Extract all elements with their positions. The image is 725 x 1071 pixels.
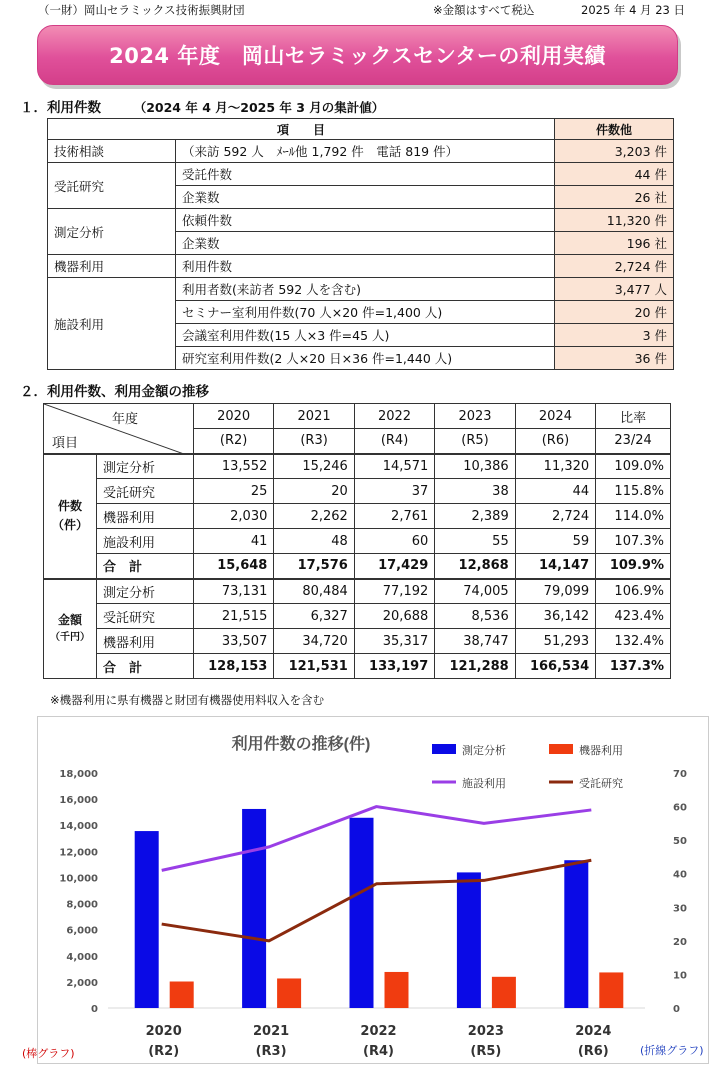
- reiwa-header: (R4): [354, 429, 434, 454]
- table-row: [48, 209, 674, 232]
- cell: 79,099: [515, 579, 595, 604]
- category-label: 受託研究: [48, 163, 176, 209]
- row-value: 3 件: [555, 324, 674, 347]
- line-series-facility: [162, 807, 592, 871]
- amount-group-unit: （千円）: [50, 632, 90, 644]
- cell: 41: [193, 529, 273, 554]
- cell: 38,747: [435, 629, 515, 654]
- line-chart-note: (折線グラフ): [640, 1044, 704, 1057]
- ratio-header: 比率: [596, 404, 671, 429]
- ratio-cell: 114.0%: [596, 504, 671, 529]
- row-value: 20 件: [555, 301, 674, 324]
- cell: 8,536: [435, 604, 515, 629]
- year-header: 2022: [354, 404, 434, 429]
- cell: 17,576: [274, 554, 354, 579]
- y-left-tick-label: 18,000: [59, 769, 98, 780]
- cell: 14,147: [515, 554, 595, 579]
- count-group-title: 件数: [57, 498, 82, 513]
- y-right-tick-label: 50: [673, 836, 687, 848]
- cell: 20: [274, 479, 354, 504]
- cell: 59: [515, 529, 595, 554]
- table-row: [44, 529, 671, 554]
- x-tick-sublabel: (R4): [363, 1044, 394, 1059]
- header-item: 項目: [52, 436, 79, 451]
- ratio-cell: 109.9%: [596, 554, 671, 579]
- cell: 37: [354, 479, 434, 504]
- y-right-tick-label: 70: [673, 769, 687, 780]
- table-row: [48, 163, 674, 186]
- title-banner: [37, 25, 678, 85]
- cell: 17,429: [354, 554, 434, 579]
- cell: 128,153: [193, 654, 273, 679]
- legend-swatch: [549, 744, 573, 754]
- bar-measurement: [242, 809, 266, 1008]
- year-header: 2020: [193, 404, 273, 429]
- row-value: 36 件: [555, 347, 674, 370]
- tax-note: ※金額はすべて税込: [433, 3, 535, 17]
- row-value: 3,203 件: [555, 140, 674, 163]
- bar-measurement: [457, 872, 481, 1008]
- category-label: 施設利用: [48, 278, 176, 370]
- y-left-tick-label: 0: [91, 1004, 98, 1015]
- bar-equipment: [492, 977, 516, 1008]
- total-row: [44, 654, 671, 679]
- bar-measurement: [564, 860, 588, 1008]
- ratio-cell: 137.3%: [596, 654, 671, 679]
- y-left-tick-label: 10,000: [59, 873, 98, 885]
- cell: 14,571: [354, 454, 434, 479]
- bar-equipment: [170, 981, 194, 1008]
- ratio-cell: 115.8%: [596, 479, 671, 504]
- ratio-cell: 107.3%: [596, 529, 671, 554]
- cell: 15,648: [193, 554, 273, 579]
- row-label: 合 計: [97, 554, 194, 579]
- y-left-tick-label: 4,000: [66, 951, 98, 963]
- row-label: 企業数: [176, 232, 555, 255]
- row-label: 受託研究: [97, 604, 194, 629]
- cell: 21,515: [193, 604, 273, 629]
- x-tick-label: 2021: [253, 1024, 290, 1039]
- reiwa-header: (R5): [435, 429, 515, 454]
- ratio-cell: 423.4%: [596, 604, 671, 629]
- y-right-tick-label: 0: [673, 1004, 680, 1015]
- row-label: 企業数: [176, 186, 555, 209]
- line-series-contract: [162, 860, 592, 941]
- cell: 166,534: [515, 654, 595, 679]
- header-item: 項 目: [48, 119, 555, 140]
- table-row: [48, 278, 674, 301]
- bar-equipment: [277, 978, 301, 1008]
- cell: 36,142: [515, 604, 595, 629]
- cell: 20,688: [354, 604, 434, 629]
- category-label: 機器利用: [48, 255, 176, 278]
- cell: 25: [193, 479, 273, 504]
- row-label: 測定分析: [97, 454, 194, 479]
- ratio-cell: 106.9%: [596, 579, 671, 604]
- row-label: 受託件数: [176, 163, 555, 186]
- section2-title: ２．利用件数、利用金額の推移: [20, 384, 209, 400]
- section1-subtitle: （2024 年 4 月～2025 年 3 月の集計値）: [133, 100, 385, 115]
- y-left-tick-label: 16,000: [59, 795, 98, 807]
- table-row: [44, 504, 671, 529]
- row-value: 2,724 件: [555, 255, 674, 278]
- y-left-tick-label: 14,000: [59, 821, 98, 833]
- cell: 48: [274, 529, 354, 554]
- cell: 15,246: [274, 454, 354, 479]
- row-label: 合 計: [97, 654, 194, 679]
- cell: 73,131: [193, 579, 273, 604]
- table-row: [44, 604, 671, 629]
- row-label: 会議室利用件数(15 人×3 件=45 人): [176, 324, 555, 347]
- reiwa-header: (R2): [193, 429, 273, 454]
- section1-heading: [20, 96, 384, 116]
- x-tick-label: 2024: [575, 1024, 612, 1039]
- row-label: 測定分析: [97, 579, 194, 604]
- table-row: [48, 140, 674, 163]
- year-header: 2024: [515, 404, 595, 429]
- cell: 133,197: [354, 654, 434, 679]
- table-row: [44, 579, 671, 604]
- header-year: 年度: [112, 412, 139, 427]
- row-label: 機器利用: [97, 504, 194, 529]
- x-tick-sublabel: (R2): [148, 1044, 180, 1059]
- footnote: ※機器利用に県有機器と財団有機器使用料収入を含む: [50, 693, 325, 707]
- bar-measurement: [350, 818, 374, 1008]
- cell: 13,552: [193, 454, 273, 479]
- year-header: 2021: [274, 404, 354, 429]
- cell: 11,320: [515, 454, 595, 479]
- usage-count-table: [47, 118, 674, 370]
- bar-equipment: [599, 972, 623, 1008]
- row-label: 施設利用: [97, 529, 194, 554]
- usage-trend-chart: [37, 716, 709, 1064]
- page-header: [0, 2, 725, 18]
- table-header-row: [48, 119, 674, 140]
- row-label: 依頼件数: [176, 209, 555, 232]
- category-label: 測定分析: [48, 209, 176, 255]
- section1-title: １．利用件数: [20, 100, 101, 116]
- cell: 33,507: [193, 629, 273, 654]
- reiwa-header: (R3): [274, 429, 354, 454]
- report-date: 2025 年 4 月 23 日: [581, 3, 685, 17]
- count-group-unit: （件）: [51, 518, 88, 532]
- table-row: [44, 454, 671, 479]
- x-tick-label: 2020: [145, 1024, 182, 1039]
- count-group-label: [44, 454, 97, 579]
- row-label: （来訪 592 人 ﾒｰﾙ他 1,792 件 電話 819 件）: [176, 140, 555, 163]
- table-row: [44, 629, 671, 654]
- legend-swatch: [432, 744, 456, 754]
- amount-group-label: [44, 579, 97, 679]
- y-right-tick-label: 20: [673, 936, 687, 948]
- cell: 38: [435, 479, 515, 504]
- y-right-tick-label: 10: [673, 970, 687, 982]
- cell: 34,720: [274, 629, 354, 654]
- cell: 77,192: [354, 579, 434, 604]
- y-right-tick-label: 60: [673, 802, 687, 814]
- table-row: [48, 255, 674, 278]
- cell: 55: [435, 529, 515, 554]
- category-label: 技術相談: [48, 140, 176, 163]
- bar-measurement: [135, 831, 159, 1008]
- chart-title: 利用件数の推移(件): [231, 736, 371, 753]
- x-tick-label: 2022: [360, 1024, 397, 1039]
- cell: 74,005: [435, 579, 515, 604]
- bar-equipment: [385, 972, 409, 1008]
- y-right-tick-label: 30: [673, 903, 687, 915]
- row-label: セミナー室利用件数(70 人×20 件=1,400 人): [176, 301, 555, 324]
- trend-table: [43, 403, 671, 679]
- row-value: 3,477 人: [555, 278, 674, 301]
- row-value: 11,320 件: [555, 209, 674, 232]
- row-label: 利用件数: [176, 255, 555, 278]
- header-count: 件数他: [555, 119, 674, 140]
- y-left-tick-label: 12,000: [59, 847, 98, 859]
- row-label: 研究室利用件数(2 人×20 日×36 件=1,440 人): [176, 347, 555, 370]
- x-tick-sublabel: (R5): [470, 1044, 502, 1059]
- y-right-tick-label: 40: [673, 869, 687, 881]
- table-row: [44, 479, 671, 504]
- legend-label: 施設利用: [462, 777, 506, 790]
- cell: 35,317: [354, 629, 434, 654]
- ratio-subheader: 23/24: [596, 429, 671, 454]
- cell: 121,531: [274, 654, 354, 679]
- row-label: 機器利用: [97, 629, 194, 654]
- bar-chart-note: (棒グラフ): [22, 1047, 75, 1060]
- x-tick-sublabel: (R3): [255, 1044, 287, 1059]
- x-tick-sublabel: (R6): [577, 1044, 609, 1059]
- reiwa-header: (R6): [515, 429, 595, 454]
- corner-header: [44, 404, 194, 454]
- y-left-tick-label: 6,000: [66, 925, 98, 937]
- cell: 2,262: [274, 504, 354, 529]
- row-value: 196 社: [555, 232, 674, 255]
- ratio-cell: 132.4%: [596, 629, 671, 654]
- cell: 2,724: [515, 504, 595, 529]
- row-label: 利用者数(来訪者 592 人を含む): [176, 278, 555, 301]
- organization-name: （一財）岡山セラミックス技術振興財団: [38, 3, 245, 17]
- amount-group-title: 金額: [57, 613, 82, 628]
- x-tick-label: 2023: [467, 1024, 504, 1039]
- cell: 60: [354, 529, 434, 554]
- cell: 2,389: [435, 504, 515, 529]
- cell: 121,288: [435, 654, 515, 679]
- row-label: 受託研究: [97, 479, 194, 504]
- chart-svg: [38, 717, 710, 1065]
- cell: 51,293: [515, 629, 595, 654]
- cell: 6,327: [274, 604, 354, 629]
- ratio-cell: 109.0%: [596, 454, 671, 479]
- legend-label: 測定分析: [462, 744, 506, 757]
- y-left-tick-label: 2,000: [66, 977, 98, 989]
- cell: 2,030: [193, 504, 273, 529]
- cell: 12,868: [435, 554, 515, 579]
- year-header: 2023: [435, 404, 515, 429]
- table-header-row: [44, 404, 671, 429]
- legend-label: 受託研究: [579, 777, 623, 790]
- cell: 10,386: [435, 454, 515, 479]
- row-value: 26 社: [555, 186, 674, 209]
- cell: 80,484: [274, 579, 354, 604]
- legend-label: 機器利用: [579, 744, 623, 757]
- cell: 2,761: [354, 504, 434, 529]
- y-left-tick-label: 8,000: [66, 899, 98, 911]
- page-title: 2024 年度 岡山セラミックスセンターの利用実績: [109, 44, 606, 68]
- total-row: [44, 554, 671, 579]
- row-value: 44 件: [555, 163, 674, 186]
- cell: 44: [515, 479, 595, 504]
